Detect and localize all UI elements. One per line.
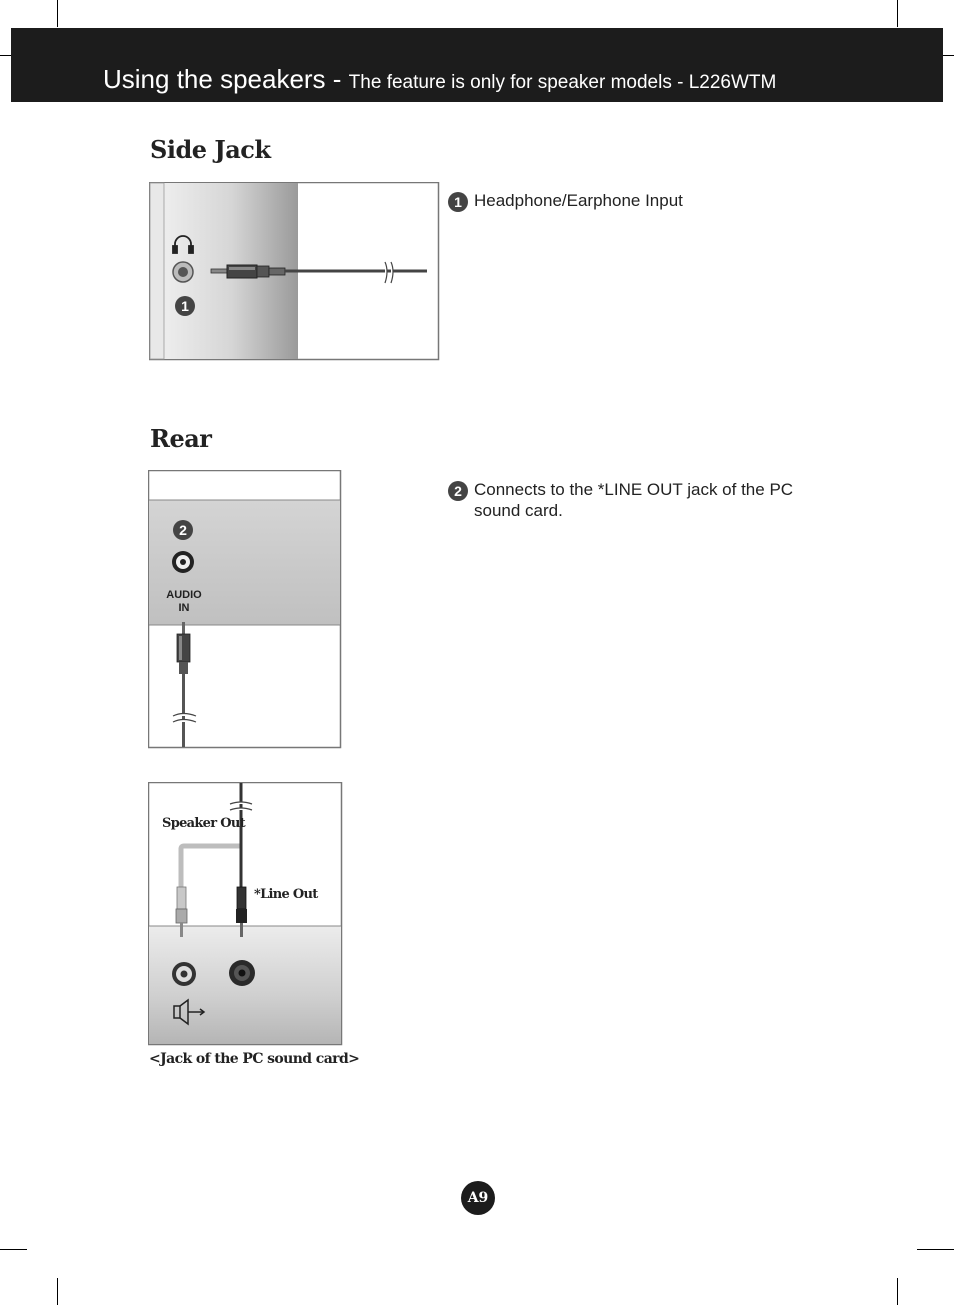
rear-description — [448, 479, 794, 520]
audio-in-label-line2: IN — [178, 602, 190, 614]
svg-text:2: 2 — [179, 522, 187, 538]
crop-mark — [917, 1249, 954, 1250]
crop-mark — [897, 0, 898, 27]
rear-description-text: Connects to the *LINE OUT jack of the PC sound card. — [474, 480, 794, 520]
crop-mark — [57, 0, 58, 27]
audio-in-label-line1: AUDIO — [166, 589, 202, 601]
speaker-out-jack — [172, 962, 196, 986]
crop-mark — [0, 1249, 27, 1250]
line-out-jack — [229, 960, 255, 986]
side-jack-description-text: Headphone/Earphone Input — [474, 191, 683, 210]
crop-mark — [57, 1278, 58, 1305]
page-title-main: Using the speakers - — [103, 64, 349, 94]
marker-2-badge: 2 — [448, 481, 468, 501]
line-out-label: *Line Out — [254, 887, 318, 902]
rear-heading: Rear — [150, 424, 212, 453]
side-jack-heading: Side Jack — [150, 135, 271, 164]
audio-in-jack — [172, 551, 194, 573]
page-number: A9 — [461, 1181, 495, 1215]
sound-card-caption: <Jack of the PC sound card> — [149, 1051, 360, 1067]
audio-in-label — [160, 589, 208, 615]
page-title-subtitle: The feature is only for speaker models - L226WTM — [348, 72, 777, 93]
speaker-out-label: Speaker Out — [162, 816, 245, 831]
marker-1-badge: 1 — [448, 192, 468, 212]
marker-2-icon — [173, 520, 193, 540]
crop-mark — [897, 1278, 898, 1305]
side-jack-figure — [149, 182, 441, 362]
crop-mark — [943, 55, 954, 56]
side-jack-illustration — [149, 182, 441, 362]
page-title — [103, 64, 776, 95]
side-jack-description — [448, 190, 683, 212]
crop-mark — [0, 55, 11, 56]
svg-text:1: 1 — [181, 298, 189, 314]
headphone-jack — [173, 262, 193, 282]
marker-1-icon — [175, 296, 195, 316]
